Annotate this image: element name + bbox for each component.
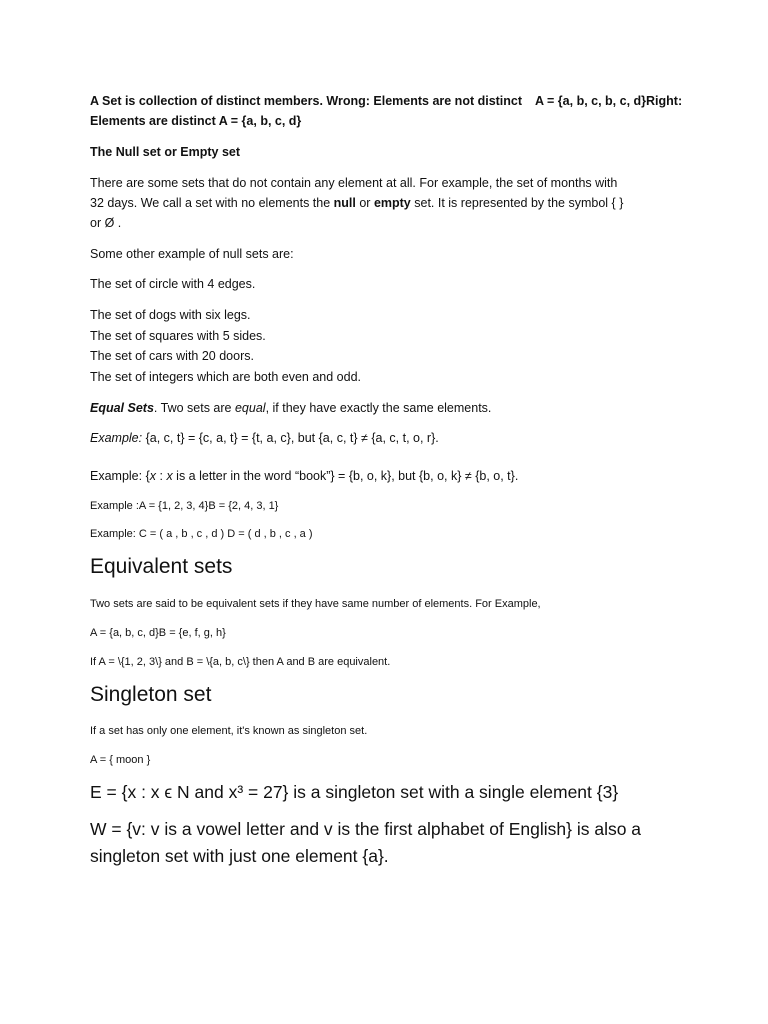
text-span: is a letter in the word “book”} = {b, o, k}, but {b, o, k} ≠ {b, o, t}. — [172, 469, 519, 483]
null-example-item: The set of squares with 5 sides. — [90, 329, 266, 343]
text-span: {a, c, t} = {c, a, t} = {t, a, c}, but {a, c, t} ≠ {a, c, t, o, r}. — [142, 431, 439, 445]
equivalent-sets-definition: Two sets are said to be equivalent sets if they have same number of elements. For Example, — [90, 598, 541, 610]
equal-example-1 — [90, 431, 439, 445]
singleton-example-2: E = {x : x ϵ N and x³ = 27} is a singleton set with a single element {3} — [90, 782, 619, 802]
intro-bold: A Set is collection of distinct members. — [90, 94, 323, 108]
equal-word: equal — [234, 401, 266, 415]
text-span: : — [156, 469, 167, 483]
null-set-para-line-1: There are some sets that do not contain any element at all. For example, the set of months with — [90, 176, 618, 190]
null-example-item: The set of integers which are both even and odd. — [90, 370, 362, 384]
null-set-para-line-2 — [90, 196, 623, 210]
intro-line-1 — [90, 94, 690, 108]
equivalent-sets-heading: Equivalent sets — [90, 555, 233, 578]
text-span: set. It is represented by the symbol { } — [410, 196, 624, 210]
text-span: 32 days. We call a set with no elements the — [90, 196, 334, 210]
singleton-example-3-line-2: singleton set with just one element {a}. — [90, 846, 389, 866]
null-example-item: The set of cars with 20 doors. — [90, 349, 254, 363]
singleton-definition: If a set has only one element, it's known as singleton set. — [90, 725, 368, 737]
empty-word: empty — [373, 196, 411, 210]
singleton-example-1: A = { moon } — [90, 754, 151, 766]
null-word: null — [333, 196, 356, 210]
intro-line-2: Elements are distinct A = {a, b, c, d} — [90, 114, 302, 128]
equal-sets-definition — [90, 401, 491, 415]
text-span: . Two sets are — [153, 401, 235, 415]
singleton-set-heading: Singleton set — [90, 683, 212, 706]
equal-sets-title: Equal Sets — [90, 401, 154, 415]
null-example-item: The set of circle with 4 edges. — [90, 277, 256, 291]
singleton-example-3-line-1: W = {v: v is a vowel letter and v is the first alphabet of English} is also a — [90, 819, 642, 839]
null-example-item: The set of dogs with six legs. — [90, 308, 251, 322]
equivalent-example-2: If A = \{1, 2, 3\} and B = \{a, b, c\} then A and B are equivalent. — [90, 656, 391, 668]
equal-example-3: Example :A = {1, 2, 3, 4}B = {2, 4, 3, 1} — [90, 500, 279, 512]
null-set-para-line-3: or Ø . — [90, 216, 122, 230]
intro-right: A = {a, b, c, b, c, d}Right: — [535, 94, 683, 108]
equal-example-4: Example: C = ( a , b , c , d ) D = ( d , b , c , a ) — [90, 528, 313, 540]
var-x: x — [149, 469, 157, 483]
text-span: or — [355, 196, 374, 210]
equal-example-2 — [90, 469, 518, 483]
intro-wrong: Wrong: Elements are not distinct — [322, 94, 523, 108]
null-set-heading: The Null set or Empty set — [90, 145, 241, 159]
equivalent-example-1: A = {a, b, c, d}B = {e, f, g, h} — [90, 627, 226, 639]
var-x: x — [166, 469, 173, 483]
null-examples-intro: Some other example of null sets are: — [90, 247, 294, 261]
text-span: , if they have exactly the same elements. — [265, 401, 492, 415]
text-span: Example: { — [90, 469, 150, 483]
example-label: Example: — [90, 431, 143, 445]
